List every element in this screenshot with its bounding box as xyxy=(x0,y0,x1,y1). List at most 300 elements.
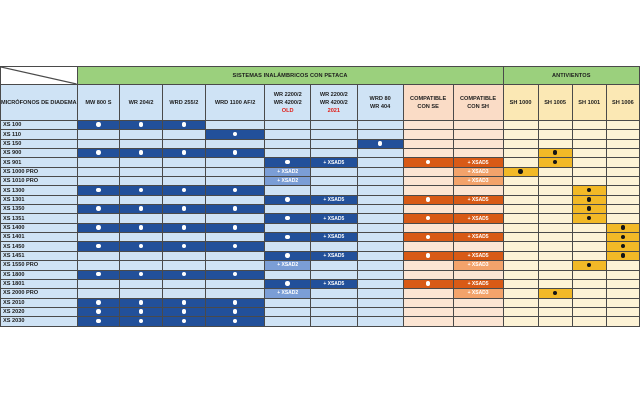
windscreen-cell xyxy=(572,195,606,204)
empty-cell xyxy=(357,195,403,204)
adapter-cell xyxy=(311,214,358,223)
model-name: XS 1000 PRO xyxy=(1,167,78,176)
adapter-label: + XSAD5 xyxy=(467,215,489,222)
empty-cell xyxy=(162,167,205,176)
column-header-label: MW 800 S xyxy=(85,99,112,106)
table-row xyxy=(1,195,640,204)
compatible-cell xyxy=(205,149,265,158)
empty-cell xyxy=(357,261,403,270)
empty-cell xyxy=(538,298,572,307)
empty-cell xyxy=(538,214,572,223)
empty-cell xyxy=(503,121,538,130)
empty-cell xyxy=(538,205,572,214)
empty-cell xyxy=(538,139,572,148)
windscreen-dot-icon xyxy=(553,291,558,296)
compatible-cell xyxy=(120,223,163,232)
table-row xyxy=(1,270,640,279)
empty-cell xyxy=(503,317,538,326)
windscreen-dot-icon xyxy=(621,244,626,249)
empty-cell xyxy=(538,307,572,316)
empty-cell xyxy=(311,177,358,186)
compatible-dot-icon xyxy=(96,206,101,211)
empty-cell xyxy=(120,195,163,204)
empty-cell xyxy=(606,158,639,167)
empty-cell xyxy=(77,289,120,298)
compatible-dot-icon xyxy=(139,272,144,277)
empty-cell xyxy=(453,186,503,195)
adapter-cell xyxy=(453,195,503,204)
empty-cell xyxy=(357,233,403,242)
empty-cell xyxy=(403,223,453,232)
compatible-cell xyxy=(162,121,205,130)
empty-cell xyxy=(162,251,205,260)
windscreen-cell xyxy=(572,186,606,195)
compatible-cell xyxy=(162,298,205,307)
compatible-dot-icon xyxy=(233,188,238,193)
empty-cell xyxy=(453,270,503,279)
adapter-cell xyxy=(453,251,503,260)
empty-cell xyxy=(311,242,358,251)
compatible-cell xyxy=(77,223,120,232)
table-row xyxy=(1,121,640,130)
compatible-dot-icon xyxy=(233,225,238,230)
empty-cell xyxy=(77,279,120,288)
compatible-dot-icon xyxy=(139,244,144,249)
empty-cell xyxy=(453,205,503,214)
adapter-cell xyxy=(265,177,311,186)
empty-cell xyxy=(538,177,572,186)
compatible-cell xyxy=(205,298,265,307)
empty-cell xyxy=(205,177,265,186)
compatible-cell xyxy=(265,214,311,223)
compatible-cell xyxy=(205,270,265,279)
column-header-label: COMPATIBLE xyxy=(410,95,447,102)
empty-cell xyxy=(120,177,163,186)
column-header xyxy=(403,85,453,121)
empty-cell xyxy=(403,261,453,270)
empty-cell xyxy=(162,214,205,223)
column-header xyxy=(357,85,403,121)
empty-cell xyxy=(503,195,538,204)
adapter-label: + XSAD2 xyxy=(277,168,299,175)
empty-cell xyxy=(357,130,403,139)
adapter-label: + XSAD5 xyxy=(467,281,489,288)
empty-cell xyxy=(205,233,265,242)
empty-cell xyxy=(357,279,403,288)
compatible-dot-icon xyxy=(182,319,187,324)
compatible-cell xyxy=(403,233,453,242)
empty-cell xyxy=(606,270,639,279)
empty-cell xyxy=(265,270,311,279)
empty-cell xyxy=(311,307,358,316)
compatible-dot-icon xyxy=(96,188,101,193)
compatible-dot-icon xyxy=(182,188,187,193)
empty-cell xyxy=(265,149,311,158)
model-name: XS 1300 xyxy=(1,186,78,195)
compatible-cell xyxy=(120,121,163,130)
column-header-note: 2021 xyxy=(327,107,341,114)
empty-cell xyxy=(572,279,606,288)
empty-cell xyxy=(357,317,403,326)
empty-cell xyxy=(162,233,205,242)
empty-cell xyxy=(606,149,639,158)
table-row xyxy=(1,205,640,214)
model-name: XS 1350 xyxy=(1,205,78,214)
empty-cell xyxy=(403,121,453,130)
empty-cell xyxy=(162,158,205,167)
empty-cell xyxy=(538,317,572,326)
adapter-cell xyxy=(453,279,503,288)
model-name: XS 1550 PRO xyxy=(1,261,78,270)
column-header-label: SH 1006 xyxy=(611,99,634,106)
empty-cell xyxy=(265,223,311,232)
adapter-cell xyxy=(453,233,503,242)
column-header-label: WRD 255/2 xyxy=(169,99,199,106)
compatible-cell xyxy=(77,205,120,214)
compatible-dot-icon xyxy=(285,216,290,221)
empty-cell xyxy=(453,298,503,307)
empty-cell xyxy=(572,158,606,167)
compatible-cell xyxy=(265,158,311,167)
empty-cell xyxy=(538,186,572,195)
compatible-cell xyxy=(403,158,453,167)
empty-cell xyxy=(77,167,120,176)
empty-cell xyxy=(538,167,572,176)
empty-cell xyxy=(162,139,205,148)
empty-cell xyxy=(265,205,311,214)
compatible-dot-icon xyxy=(182,122,187,127)
empty-cell xyxy=(357,158,403,167)
empty-cell xyxy=(311,270,358,279)
compatible-dot-icon xyxy=(378,141,383,146)
adapter-label: + XSAD5 xyxy=(323,281,345,288)
model-name: XS 900 xyxy=(1,149,78,158)
windscreen-cell xyxy=(503,167,538,176)
empty-cell xyxy=(453,317,503,326)
empty-cell xyxy=(205,167,265,176)
empty-cell xyxy=(403,130,453,139)
table-row xyxy=(1,223,640,232)
windscreen-dot-icon xyxy=(553,160,558,165)
compatibility-table-wrap xyxy=(0,66,640,327)
empty-cell xyxy=(538,195,572,204)
empty-cell xyxy=(357,242,403,251)
table-row xyxy=(1,251,640,260)
empty-cell xyxy=(357,167,403,176)
column-header xyxy=(120,85,163,121)
empty-cell xyxy=(120,233,163,242)
model-name: XS 1801 xyxy=(1,279,78,288)
empty-cell xyxy=(403,242,453,251)
empty-cell xyxy=(572,270,606,279)
compatible-dot-icon xyxy=(426,253,431,258)
empty-cell xyxy=(503,130,538,139)
compatible-cell xyxy=(162,223,205,232)
adapter-cell xyxy=(265,261,311,270)
empty-cell xyxy=(162,195,205,204)
empty-cell xyxy=(606,205,639,214)
empty-cell xyxy=(205,279,265,288)
table-row xyxy=(1,279,640,288)
empty-cell xyxy=(265,186,311,195)
empty-cell xyxy=(503,261,538,270)
compatible-dot-icon xyxy=(426,160,431,165)
empty-cell xyxy=(357,149,403,158)
compatible-cell xyxy=(162,317,205,326)
column-header-label: WRD 80 xyxy=(369,95,391,102)
empty-cell xyxy=(403,289,453,298)
compatible-cell xyxy=(265,195,311,204)
windscreen-dot-icon xyxy=(587,206,592,211)
empty-cell xyxy=(311,317,358,326)
empty-cell xyxy=(403,270,453,279)
table-row xyxy=(1,158,640,167)
empty-cell xyxy=(120,158,163,167)
windscreen-cell xyxy=(572,205,606,214)
adapter-label: + XSAD3 xyxy=(467,168,489,175)
empty-cell xyxy=(538,242,572,251)
empty-cell xyxy=(357,177,403,186)
empty-cell xyxy=(538,251,572,260)
column-header xyxy=(453,85,503,121)
column-header-label-2: CON SE xyxy=(417,103,439,110)
empty-cell xyxy=(503,251,538,260)
model-name: XS 1401 xyxy=(1,233,78,242)
empty-cell xyxy=(311,130,358,139)
column-header xyxy=(77,85,120,121)
windscreen-dot-icon xyxy=(587,216,592,221)
adapter-label: + XSAD3 xyxy=(467,290,489,297)
compatible-cell xyxy=(77,186,120,195)
adapter-label: + XSAD3 xyxy=(467,178,489,185)
empty-cell xyxy=(572,149,606,158)
compatible-cell xyxy=(403,195,453,204)
empty-cell xyxy=(572,223,606,232)
empty-cell xyxy=(503,214,538,223)
compatible-dot-icon xyxy=(139,300,144,305)
compatible-cell xyxy=(357,139,403,148)
empty-cell xyxy=(120,279,163,288)
adapter-label: + XSAD5 xyxy=(323,159,345,166)
empty-cell xyxy=(572,130,606,139)
empty-cell xyxy=(77,139,120,148)
model-name: XS 100 xyxy=(1,121,78,130)
adapter-label: + XSAD5 xyxy=(467,234,489,241)
compatible-dot-icon xyxy=(96,272,101,277)
column-header-label: SH 1000 xyxy=(509,99,532,106)
empty-cell xyxy=(453,307,503,316)
model-name: XS 1800 xyxy=(1,270,78,279)
compatible-dot-icon xyxy=(233,132,238,137)
empty-cell xyxy=(572,317,606,326)
empty-cell xyxy=(120,214,163,223)
table-row xyxy=(1,261,640,270)
windscreen-cell xyxy=(606,233,639,242)
empty-cell xyxy=(311,167,358,176)
empty-cell xyxy=(453,139,503,148)
compatible-dot-icon xyxy=(285,160,290,165)
windscreen-cell xyxy=(572,214,606,223)
empty-cell xyxy=(606,177,639,186)
compatible-dot-icon xyxy=(233,272,238,277)
empty-cell xyxy=(538,130,572,139)
empty-cell xyxy=(503,205,538,214)
empty-cell xyxy=(606,317,639,326)
column-header-label: SH 1005 xyxy=(544,99,566,106)
adapter-cell xyxy=(453,261,503,270)
empty-cell xyxy=(606,289,639,298)
adapter-cell xyxy=(311,233,358,242)
empty-cell xyxy=(205,121,265,130)
empty-cell xyxy=(265,307,311,316)
adapter-label: + XSAD5 xyxy=(323,252,345,259)
empty-cell xyxy=(606,214,639,223)
empty-cell xyxy=(205,158,265,167)
compatible-dot-icon xyxy=(285,235,290,240)
compatible-cell xyxy=(403,279,453,288)
adapter-cell xyxy=(453,177,503,186)
column-header-label: WR 2200/2 xyxy=(273,91,302,98)
compatible-cell xyxy=(162,186,205,195)
compatible-dot-icon xyxy=(96,300,101,305)
compatible-dot-icon xyxy=(96,150,101,155)
empty-cell xyxy=(606,139,639,148)
compatible-dot-icon xyxy=(96,122,101,127)
compatible-dot-icon xyxy=(426,216,431,221)
empty-cell xyxy=(357,298,403,307)
compatible-cell xyxy=(120,270,163,279)
adapter-cell xyxy=(311,195,358,204)
empty-cell xyxy=(162,261,205,270)
empty-cell xyxy=(357,214,403,223)
empty-cell xyxy=(503,233,538,242)
table-row xyxy=(1,242,640,251)
adapter-cell xyxy=(453,158,503,167)
corner-cell xyxy=(1,67,78,85)
column-header-label-2: WR 4200/2 xyxy=(273,99,302,106)
windscreen-dot-icon xyxy=(553,150,558,155)
table-row xyxy=(1,233,640,242)
adapter-cell xyxy=(453,167,503,176)
empty-cell xyxy=(77,261,120,270)
empty-cell xyxy=(453,121,503,130)
empty-cell xyxy=(311,139,358,148)
empty-cell xyxy=(403,186,453,195)
compatible-dot-icon xyxy=(139,319,144,324)
column-header-label: WRD 1100 AF/2 xyxy=(214,99,256,106)
column-header xyxy=(162,85,205,121)
table-row xyxy=(1,186,640,195)
compatible-cell xyxy=(162,307,205,316)
compatible-dot-icon xyxy=(233,300,238,305)
empty-cell xyxy=(572,251,606,260)
column-header xyxy=(606,85,639,121)
compatible-cell xyxy=(77,317,120,326)
empty-cell xyxy=(403,149,453,158)
compatible-dot-icon xyxy=(285,281,290,286)
adapter-label: + XSAD2 xyxy=(277,178,299,185)
compatible-cell xyxy=(403,214,453,223)
compatible-cell xyxy=(77,298,120,307)
empty-cell xyxy=(538,270,572,279)
column-header xyxy=(572,85,606,121)
compatible-cell xyxy=(120,242,163,251)
empty-cell xyxy=(403,298,453,307)
empty-cell xyxy=(311,289,358,298)
table-row xyxy=(1,298,640,307)
empty-cell xyxy=(162,289,205,298)
empty-cell xyxy=(572,298,606,307)
windscreen-cell xyxy=(538,149,572,158)
empty-cell xyxy=(357,270,403,279)
empty-cell xyxy=(572,289,606,298)
column-header-label: SH 1001 xyxy=(578,99,601,106)
compatible-dot-icon xyxy=(285,253,290,258)
table-row xyxy=(1,307,640,316)
compatible-dot-icon xyxy=(285,197,290,202)
empty-cell xyxy=(265,130,311,139)
table-row xyxy=(1,289,640,298)
empty-cell xyxy=(572,307,606,316)
table-row xyxy=(1,149,640,158)
compatible-dot-icon xyxy=(426,281,431,286)
empty-cell xyxy=(265,121,311,130)
compatible-cell xyxy=(162,242,205,251)
windscreen-cell xyxy=(606,223,639,232)
empty-cell xyxy=(503,307,538,316)
empty-cell xyxy=(120,130,163,139)
model-name: XS 1451 xyxy=(1,251,78,260)
compatible-dot-icon xyxy=(182,309,187,314)
table-row xyxy=(1,317,640,326)
empty-cell xyxy=(120,251,163,260)
empty-cell xyxy=(538,261,572,270)
compatible-dot-icon xyxy=(182,206,187,211)
column-header-label-2: CON SH xyxy=(467,103,489,110)
compatible-dot-icon xyxy=(96,244,101,249)
compatible-cell xyxy=(120,205,163,214)
compatible-dot-icon xyxy=(182,272,187,277)
adapter-cell xyxy=(265,167,311,176)
compatible-cell xyxy=(77,270,120,279)
windscreen-cell xyxy=(538,158,572,167)
empty-cell xyxy=(120,167,163,176)
column-header xyxy=(503,85,538,121)
empty-cell xyxy=(606,307,639,316)
windscreen-dot-icon xyxy=(518,169,523,174)
empty-cell xyxy=(357,289,403,298)
adapter-label: + XSAD3 xyxy=(467,262,489,269)
empty-cell xyxy=(77,233,120,242)
empty-cell xyxy=(503,186,538,195)
compatible-cell xyxy=(77,121,120,130)
windscreen-dot-icon xyxy=(621,235,626,240)
table-row xyxy=(1,139,640,148)
empty-cell xyxy=(357,121,403,130)
windscreen-cell xyxy=(606,242,639,251)
empty-cell xyxy=(265,298,311,307)
adapter-cell xyxy=(265,289,311,298)
model-name: XS 1301 xyxy=(1,195,78,204)
model-name: XS 110 xyxy=(1,130,78,139)
table-row xyxy=(1,130,640,139)
empty-cell xyxy=(357,223,403,232)
adapter-cell xyxy=(453,214,503,223)
model-name: XS 2020 xyxy=(1,307,78,316)
compatible-cell xyxy=(205,242,265,251)
compatible-dot-icon xyxy=(96,309,101,314)
windscreen-dot-icon xyxy=(587,188,592,193)
